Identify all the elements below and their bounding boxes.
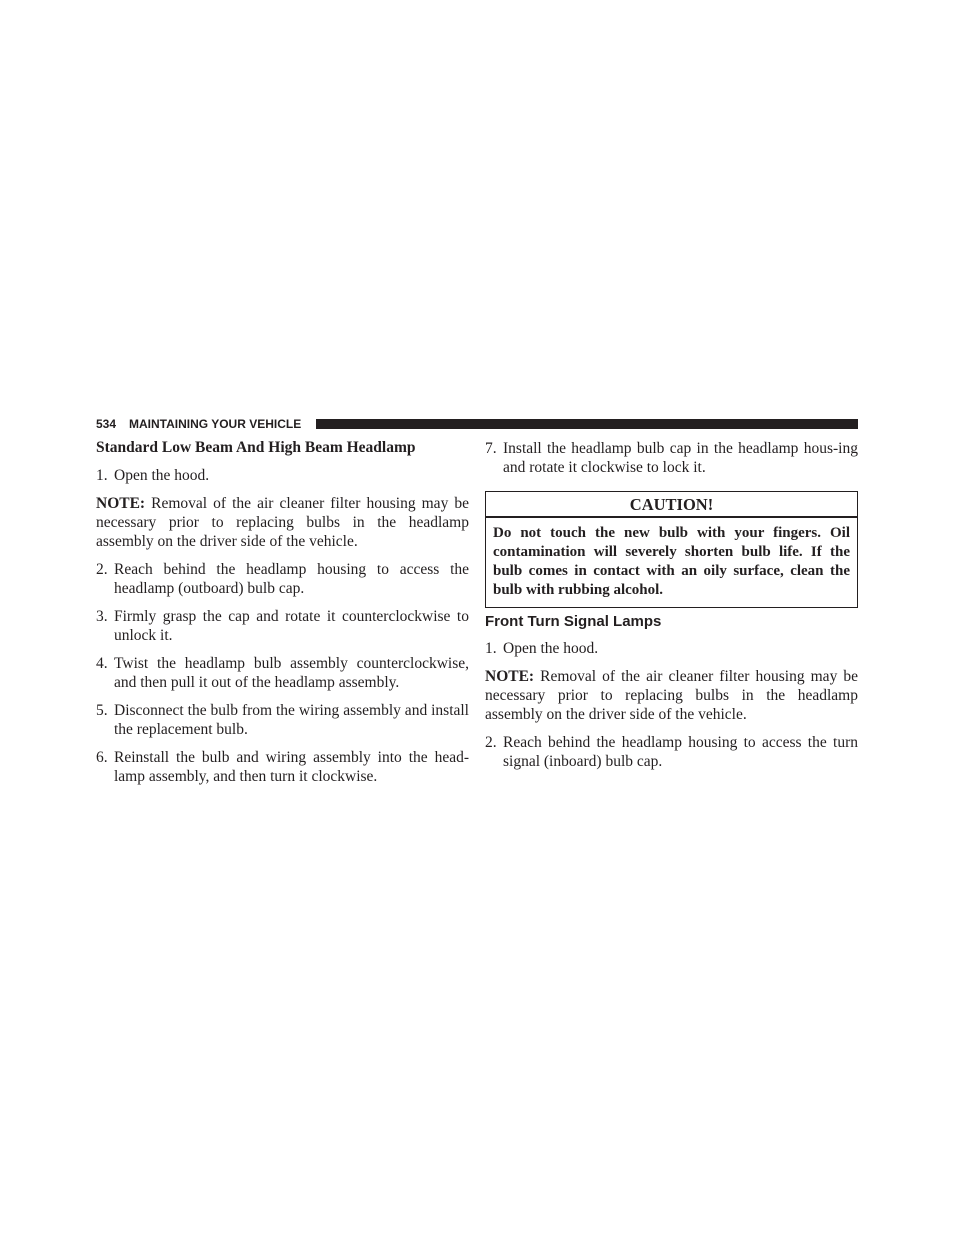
step-number: 4.: [96, 655, 108, 672]
header-rule: [316, 419, 858, 429]
section-heading: Standard Low Beam And High Beam Headlamp: [96, 439, 416, 456]
step-text: Open the hood.: [114, 467, 210, 484]
right-column: [485, 437, 858, 771]
step-text: Firmly grasp the cap and rotate it counterclockwise to unlock it.: [114, 608, 469, 644]
list-item: [96, 560, 469, 598]
caution-text: Do not touch the new bulb with your fingers. Oil contamination will severely shorten bulb life. If the bulb comes in contact with an oily surface, clean the bulb with rubbing alcohol.: [493, 525, 850, 598]
step-text: Reach behind the headlamp housing to access the headlamp (outboard) bulb cap.: [114, 561, 469, 597]
step-number: 6.: [96, 749, 108, 766]
note-paragraph: [96, 494, 469, 551]
caution-box: [485, 491, 858, 608]
list-item: [96, 748, 469, 786]
list-item: [96, 466, 469, 485]
left-column: [96, 437, 469, 786]
note-paragraph: [485, 667, 858, 724]
section-heading: Front Turn Signal Lamps: [485, 613, 662, 630]
step-text: Reach behind the headlamp housing to access the turn signal (inboard) bulb cap.: [503, 734, 858, 770]
step-text: Reinstall the bulb and wiring assembly into the head-lamp assembly, and then turn it clockwise.: [114, 749, 469, 785]
list-item: [485, 639, 858, 658]
page-header: [96, 417, 858, 431]
list-item: [485, 439, 858, 477]
caution-title: CAUTION!: [486, 492, 857, 518]
note-text: Removal of the air cleaner filter housing may be necessary prior to replacing bulbs in the headlamp assembly on the driver side of the vehicle.: [485, 668, 858, 723]
note-label: NOTE:: [485, 668, 535, 685]
list-item: [485, 733, 858, 771]
step-number: 3.: [96, 608, 108, 625]
step-text: Open the hood.: [503, 640, 599, 657]
page-number: 534: [96, 417, 117, 431]
list-item: [96, 607, 469, 645]
note-label: NOTE:: [96, 495, 146, 512]
step-number: 1.: [96, 467, 108, 484]
step-number: 7.: [485, 440, 497, 457]
step-number: 2.: [485, 734, 497, 751]
step-text: Install the headlamp bulb cap in the headlamp hous-ing and rotate it clockwise to lock it.: [503, 440, 858, 476]
step-number: 5.: [96, 702, 108, 719]
list-item: [96, 654, 469, 692]
step-text: Disconnect the bulb from the wiring assembly and install the replacement bulb.: [114, 702, 469, 738]
section-title: MAINTAINING YOUR VEHICLE: [129, 417, 302, 431]
step-number: 1.: [485, 640, 497, 657]
note-text: Removal of the air cleaner filter housing may be necessary prior to replacing bulbs in the headlamp assembly on the driver side of the vehicle.: [96, 495, 469, 550]
step-number: 2.: [96, 561, 108, 578]
step-text: Twist the headlamp bulb assembly counterclockwise, and then pull it out of the headlamp assembly.: [114, 655, 469, 691]
list-item: [96, 701, 469, 739]
